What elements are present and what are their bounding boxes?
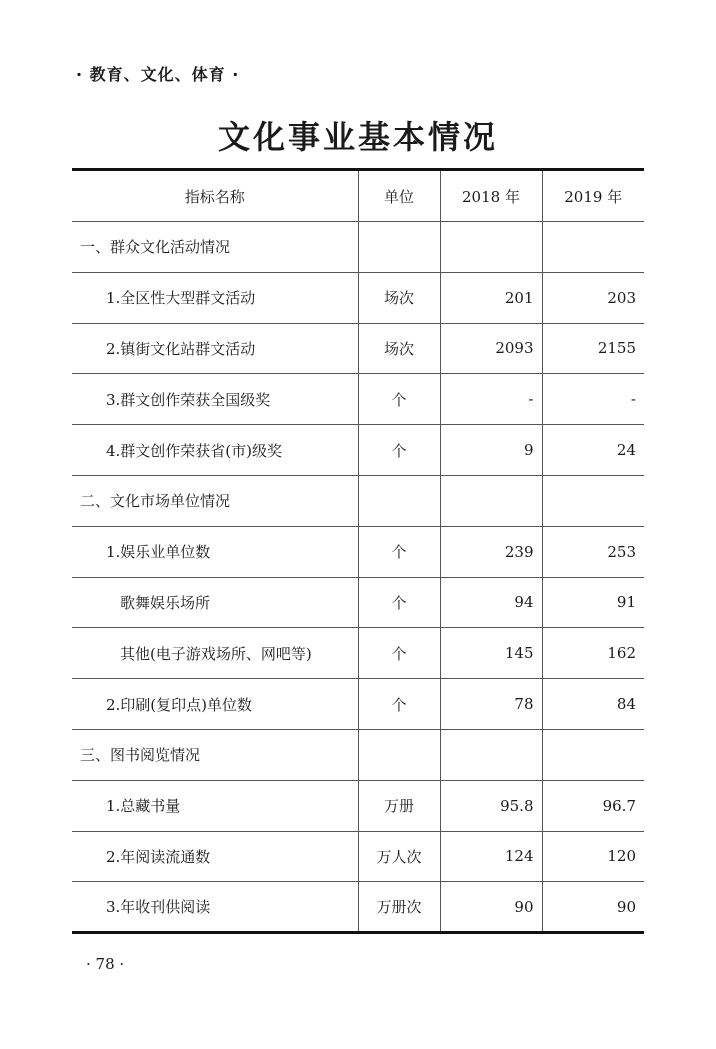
value-2019: 120 — [542, 831, 644, 882]
value-2018: 239 — [440, 526, 542, 577]
indicator-name: 其他(电子游戏场所、网吧等) — [72, 628, 358, 679]
indicator-name: 歌舞娱乐场所 — [72, 577, 358, 628]
indicator-name: 3.年收刊供阅读 — [72, 882, 358, 933]
table-row-section — [72, 475, 644, 526]
value-2019: 24 — [542, 425, 644, 476]
table-row — [72, 272, 644, 323]
unit-cell — [358, 729, 440, 780]
column-header-2019: 2019 年 — [542, 170, 644, 222]
value-2018: 95.8 — [440, 780, 542, 831]
unit-cell: 场次 — [358, 272, 440, 323]
value-2019: 91 — [542, 577, 644, 628]
unit-cell — [358, 475, 440, 526]
table-row — [72, 679, 644, 730]
table-row — [72, 831, 644, 882]
value-2018 — [440, 475, 542, 526]
table-row — [72, 374, 644, 425]
value-2019 — [542, 729, 644, 780]
table-row — [72, 425, 644, 476]
table-row-section — [72, 729, 644, 780]
value-2019 — [542, 222, 644, 273]
column-header-2018: 2018 年 — [440, 170, 542, 222]
table-row — [72, 780, 644, 831]
unit-cell: 个 — [358, 577, 440, 628]
value-2018: 94 — [440, 577, 542, 628]
table-row — [72, 323, 644, 374]
indicator-name: 2.印刷(复印点)单位数 — [72, 679, 358, 730]
indicator-name: 二、文化市场单位情况 — [72, 475, 358, 526]
unit-cell: 个 — [358, 425, 440, 476]
value-2018: 145 — [440, 628, 542, 679]
column-header-indicator: 指标名称 — [72, 170, 358, 222]
table-row — [72, 577, 644, 628]
section-header: · 教育、文化、体育 · — [76, 65, 240, 84]
indicator-name: 三、图书阅览情况 — [72, 729, 358, 780]
value-2019: 90 — [542, 882, 644, 933]
value-2019: 162 — [542, 628, 644, 679]
value-2019: 84 — [542, 679, 644, 730]
value-2018: 9 — [440, 425, 542, 476]
value-2019: 96.7 — [542, 780, 644, 831]
indicator-name: 4.群文创作荣获省(市)级奖 — [72, 425, 358, 476]
unit-cell: 个 — [358, 628, 440, 679]
value-2018: 124 — [440, 831, 542, 882]
unit-cell: 场次 — [358, 323, 440, 374]
unit-cell — [358, 222, 440, 273]
value-2019: - — [542, 374, 644, 425]
indicator-name: 2.年阅读流通数 — [72, 831, 358, 882]
value-2018 — [440, 729, 542, 780]
column-header-unit: 单位 — [358, 170, 440, 222]
value-2018: 2093 — [440, 323, 542, 374]
unit-cell: 个 — [358, 679, 440, 730]
value-2019 — [542, 475, 644, 526]
table-row-section — [72, 222, 644, 273]
table-row — [72, 628, 644, 679]
indicator-name: 一、群众文化活动情况 — [72, 222, 358, 273]
value-2018: 201 — [440, 272, 542, 323]
page-title: 文化事业基本情况 — [217, 118, 498, 156]
value-2018: - — [440, 374, 542, 425]
table-row — [72, 526, 644, 577]
unit-cell: 万册 — [358, 780, 440, 831]
table-header-row — [72, 170, 644, 222]
table-row — [72, 882, 644, 933]
indicator-name: 3.群文创作荣获全国级奖 — [72, 374, 358, 425]
statistics-table — [72, 168, 644, 934]
value-2019: 2155 — [542, 323, 644, 374]
unit-cell: 个 — [358, 374, 440, 425]
indicator-name: 1.全区性大型群文活动 — [72, 272, 358, 323]
unit-cell: 万人次 — [358, 831, 440, 882]
value-2018 — [440, 222, 542, 273]
indicator-name: 1.娱乐业单位数 — [72, 526, 358, 577]
value-2018: 78 — [440, 679, 542, 730]
value-2018: 90 — [440, 882, 542, 933]
page-number: · 78 · — [86, 955, 125, 973]
unit-cell: 个 — [358, 526, 440, 577]
unit-cell: 万册次 — [358, 882, 440, 933]
indicator-name: 2.镇街文化站群文活动 — [72, 323, 358, 374]
value-2019: 203 — [542, 272, 644, 323]
indicator-name: 1.总藏书量 — [72, 780, 358, 831]
value-2019: 253 — [542, 526, 644, 577]
